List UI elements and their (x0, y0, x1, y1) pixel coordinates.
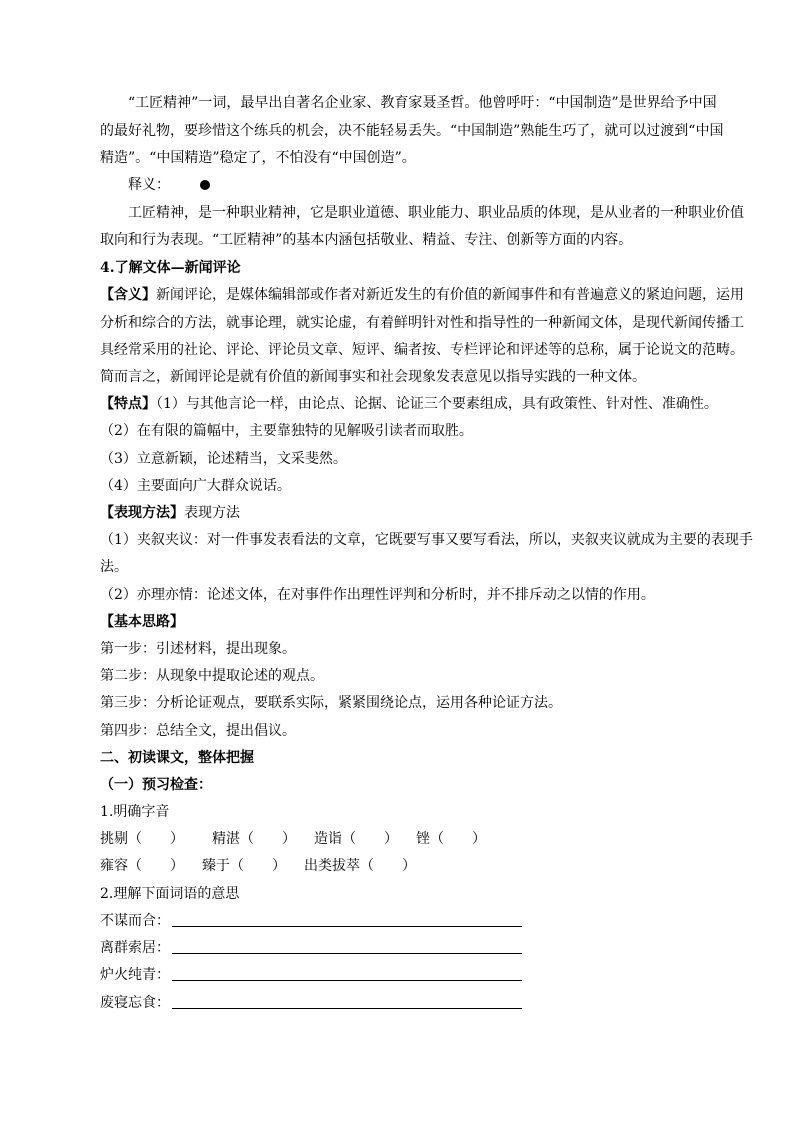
feature-line-3: （3）立意新颖，论述精当，文采斐然。 (100, 451, 347, 467)
vocab-term: 不谋而合： (100, 913, 170, 929)
feature-label: 【特点】 (100, 396, 156, 412)
vocab-term: 离群索居： (100, 940, 170, 956)
preview-check-heading: （一）预习检查： (100, 777, 212, 793)
pronunciation-row-2 (100, 856, 720, 876)
method-title: 表现方法 (184, 505, 240, 521)
definition-label: 释义： (128, 177, 170, 193)
vocab-row (100, 965, 720, 985)
answer-blank[interactable] (172, 966, 522, 981)
definition-bullet-row (100, 175, 720, 195)
bullet-icon (200, 180, 210, 190)
pronunciation-item: 造诣（ ） (314, 831, 398, 847)
answer-blank[interactable] (172, 939, 522, 954)
pronunciation-item: 臻于（ ） (202, 858, 286, 874)
meaning-line-4: 简而言之，新闻评论是就有价值的新闻事实和社会现象发表意见以指导实践的一种文体。 (100, 369, 646, 385)
step-2: 第二步：从现象中提取论述的观点。 (100, 668, 324, 684)
step-1: 第一步：引述材料，提出现象。 (100, 641, 296, 657)
vocab-term: 废寝忘食： (100, 995, 170, 1011)
meaning-label: 【含义】 (100, 287, 156, 303)
question-1-title: 1.明确字音 (100, 804, 170, 820)
feature-line-2: （2）在有限的篇幅中，主要靠独特的见解吸引读者而取胜。 (100, 423, 473, 439)
question-2-title: 2.理解下面词语的意思 (100, 886, 240, 902)
feature-line-4: （4）主要面向广大群众说话。 (100, 478, 291, 494)
step-3: 第三步：分析论证观点，要联系实际，紧紧围绕论点，运用各种论证方法。 (100, 695, 562, 711)
step-4: 第四步：总结全文，提出倡议。 (100, 723, 296, 739)
intro-line-3: 精造”。“中国精造”稳定了，不怕没有“中国创造”。 (100, 150, 416, 166)
meaning-line-3: 具经常采用的社论、评论、评论员文章、短评、编者按、专栏评论和评述等的总称，属于论说文的范畴。 (100, 342, 744, 358)
answer-blank[interactable] (172, 912, 522, 927)
pronunciation-item: 精湛（ ） (212, 831, 296, 847)
pronunciation-item: 出类拔萃（ ） (304, 858, 416, 874)
meaning-line-2: 分析和综合的方法，就事论理，就实论虚，有着鲜明针对性和指导性的一种新闻文体，是现代新闻传播工 (100, 315, 744, 331)
method-line-1a: （1）夹叙夹议：对一件事发表看法的文章，它既要写事又要写看法，所以，夹叙夹议就成为主要的表现手 (100, 532, 753, 548)
vocab-row (100, 993, 720, 1013)
vocab-row (100, 938, 720, 958)
intro-line-1: “工匠精神”一词，最早出自著名企业家、教育家聂圣哲。他曾呼吁：“中国制造”是世界给予中国 (128, 95, 717, 111)
feature-text-1: （1）与其他言论一样，由论点、论据、论证三个要素组成，具有政策性、针对性、准确性。 (156, 396, 718, 412)
intro-line-2: 的最好礼物，要珍惜这个练兵的机会，决不能轻易丢失。“中国制造”熟能生巧了，就可以过渡到“中国 (100, 123, 724, 139)
vocab-row (100, 911, 720, 931)
pronunciation-row-1 (100, 829, 720, 849)
part-2-heading: 二、初读课文，整体把握 (100, 750, 254, 766)
method-label: 【表现方法】 (100, 505, 184, 521)
meaning-line-1 (100, 285, 744, 305)
pronunciation-item: 挑剔（ ） (100, 831, 184, 847)
definition-line-2: 取向和行为表现。“工匠精神”的基本内涵包括敬业、精益、专注、创新等方面的内容。 (100, 232, 633, 248)
method-line-1b: 法。 (100, 559, 128, 575)
feature-line-1 (100, 394, 720, 414)
vocab-term: 炉火纯青： (100, 967, 170, 983)
definition-line-1: 工匠精神，是一种职业精神，它是职业道德、职业能力、职业品质的体现，是从业者的一种职业价值 (128, 205, 744, 221)
pronunciation-item: 雍容（ ） (100, 858, 184, 874)
section-4-heading: 4.了解文体—新闻评论 (100, 260, 241, 276)
method-heading-line (100, 503, 720, 523)
pronunciation-item: 锉（ ） (416, 831, 486, 847)
idea-label: 【基本思路】 (100, 614, 184, 630)
meaning-text-1: 新闻评论，是媒体编辑部或作者对新近发生的有价值的新闻事件和有普遍意义的紧迫问题，运用 (156, 287, 744, 303)
answer-blank[interactable] (172, 994, 522, 1009)
method-line-2: （2）亦理亦情：论述文体，在对事件作出理性评判和分析时，并不排斥动之以情的作用。 (100, 587, 655, 603)
